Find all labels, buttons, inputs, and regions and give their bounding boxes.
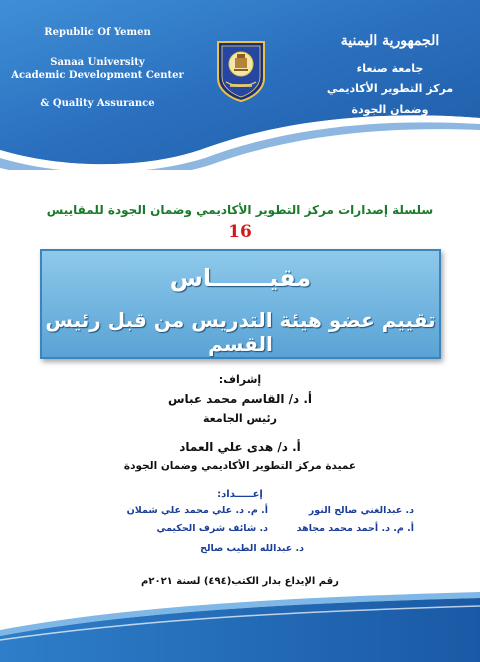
supervisor-1-role: رئيس الجامعة [203,412,277,425]
footer-wave [0,590,480,662]
header-ar-country: الجمهورية اليمنية [340,33,440,49]
deposit-number: رقم الإيداع بدار الكتب(٤٩٤) لسنة ٢٠٢١م [141,576,339,587]
series-number: 16 [228,222,252,242]
header-en-country: Republic Of Yemen [44,27,151,38]
author-3: أ. م. د. أحمد محمد مجاهد [296,523,414,534]
header-ar-center: مركز التطوير الأكاديمي [326,82,454,95]
supervisor-2-name: أ. د/ هدى علي العماد [179,440,301,454]
supervision-label: إشراف: [218,373,262,386]
scale-subtitle: تقييم عضو هيئة التدريس من قبل رئيس القسم [45,308,436,356]
supervisor-2-role: عميدة مركز التطوير الأكاديمي وضمان الجودة [123,460,357,472]
header-en-university: Sanaa University [50,57,145,68]
header-ar-quality: وضمان الجودة [351,103,429,116]
series-label: سلسلة إصدارات مركز التطوير الأكاديمي وضمان الجودة للمقاييس [46,203,434,217]
header-ar-university: جامعة صنعاء [356,62,424,75]
header-en-center: Academic Development Center [11,70,184,81]
author-2: أ. م. د. علي محمد علي شملان [126,505,268,516]
author-5: د. عبدالله الطيب صالح [200,543,304,554]
supervisor-1-name: أ. د/ القاسم محمد عباس [167,392,313,406]
author-1: د. عبدالغني صالح النور [308,505,414,516]
preparation-label: إعـــــداد: [217,489,263,500]
sanaa-university-emblem-icon [214,38,268,102]
author-4: د. شائف شرف الحكيمي [156,523,268,534]
scale-title: مقيـــــــاس [169,264,312,292]
header-en-quality: & Quality Assurance [40,98,155,109]
